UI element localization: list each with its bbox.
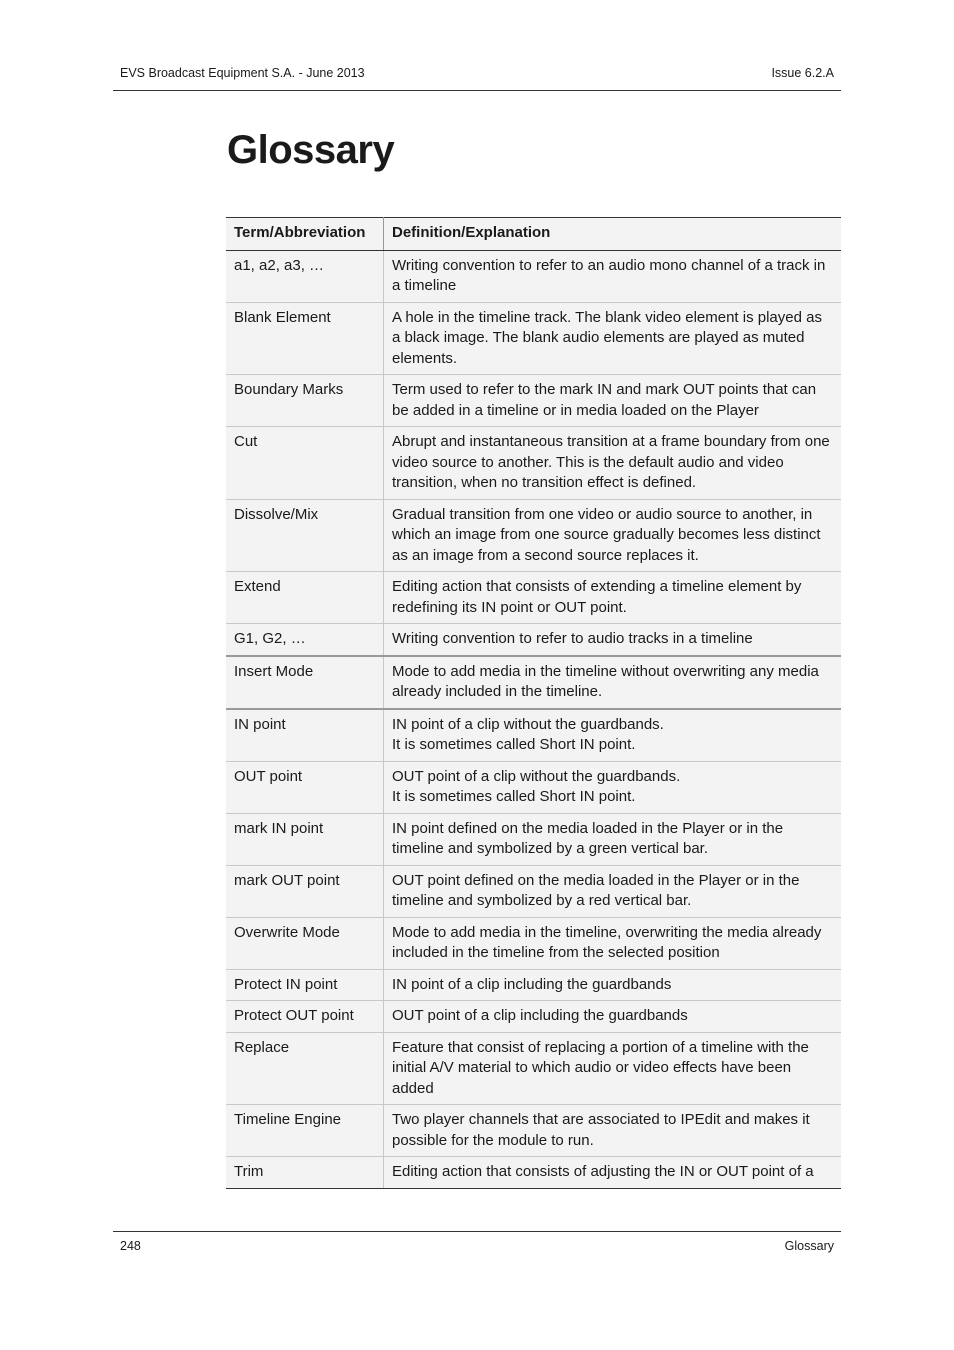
term-cell: Protect IN point xyxy=(226,969,384,1001)
table-row xyxy=(226,813,841,865)
page-header xyxy=(113,64,841,91)
table-row xyxy=(226,1032,841,1105)
definition-cell: Writing convention to refer to audio tracks in a timeline xyxy=(384,624,842,656)
table-row xyxy=(226,499,841,572)
term-cell: IN point xyxy=(226,709,384,762)
term-cell: Replace xyxy=(226,1032,384,1105)
term-cell: Cut xyxy=(226,427,384,500)
table-header-row xyxy=(226,218,841,251)
header-publisher: EVS Broadcast Equipment S.A. - June 2013 xyxy=(120,66,365,80)
table-row xyxy=(226,1001,841,1033)
table-row xyxy=(226,1157,841,1189)
definition-cell: Abrupt and instantaneous transition at a frame boundary from one video source to another. This is the default audio and video transition, when no transition effect is defined. xyxy=(384,427,842,500)
term-cell: Timeline Engine xyxy=(226,1105,384,1157)
term-cell: Dissolve/Mix xyxy=(226,499,384,572)
definition-cell: Feature that consist of replacing a portion of a timeline with the initial A/V material to which audio or video effects have been added xyxy=(384,1032,842,1105)
table-row xyxy=(226,709,841,762)
definition-cell: OUT point of a clip without the guardbands. It is sometimes called Short IN point. xyxy=(384,761,842,813)
term-cell: Boundary Marks xyxy=(226,375,384,427)
term-cell: Insert Mode xyxy=(226,656,384,709)
table-row xyxy=(226,250,841,302)
page-title: Glossary xyxy=(227,128,395,172)
term-cell: Extend xyxy=(226,572,384,624)
term-cell: OUT point xyxy=(226,761,384,813)
term-cell: mark OUT point xyxy=(226,865,384,917)
term-cell: G1, G2, … xyxy=(226,624,384,656)
table-row xyxy=(226,969,841,1001)
definition-cell: A hole in the timeline track. The blank video element is played as a black image. The blank audio elements are played as muted elements. xyxy=(384,302,842,375)
term-cell: Blank Element xyxy=(226,302,384,375)
table-row xyxy=(226,917,841,969)
definition-cell: OUT point defined on the media loaded in the Player or in the timeline and symbolized by a red vertical bar. xyxy=(384,865,842,917)
table-row xyxy=(226,624,841,656)
table-row xyxy=(226,761,841,813)
header-issue: Issue 6.2.A xyxy=(771,66,834,80)
footer-section: Glossary xyxy=(784,1239,834,1253)
table-row xyxy=(226,302,841,375)
table-row xyxy=(226,865,841,917)
page-footer xyxy=(113,1231,841,1258)
definition-cell: Writing convention to refer to an audio mono channel of a track in a timeline xyxy=(384,250,842,302)
definition-cell: Mode to add media in the timeline, overwriting the media already included in the timeline from the selected position xyxy=(384,917,842,969)
table-row xyxy=(226,1105,841,1157)
term-cell: a1, a2, a3, … xyxy=(226,250,384,302)
definition-cell: Editing action that consists of extending a timeline element by redefining its IN point or OUT point. xyxy=(384,572,842,624)
term-cell: mark IN point xyxy=(226,813,384,865)
definition-cell: Mode to add media in the timeline without overwriting any media already included in the timeline. xyxy=(384,656,842,709)
column-header-definition: Definition/Explanation xyxy=(384,218,842,251)
term-cell: Trim xyxy=(226,1157,384,1189)
definition-cell: IN point of a clip including the guardbands xyxy=(384,969,842,1001)
definition-cell: Gradual transition from one video or audio source to another, in which an image from one source gradually becomes less distinct as an image from a second source replaces it. xyxy=(384,499,842,572)
table-row xyxy=(226,572,841,624)
term-cell: Protect OUT point xyxy=(226,1001,384,1033)
definition-cell: Two player channels that are associated to IPEdit and makes it possible for the module to run. xyxy=(384,1105,842,1157)
glossary-table xyxy=(226,217,841,1189)
definition-cell: Term used to refer to the mark IN and mark OUT points that can be added in a timeline or in media loaded on the Player xyxy=(384,375,842,427)
table-row xyxy=(226,656,841,709)
page-number: 248 xyxy=(120,1239,141,1253)
definition-cell: IN point of a clip without the guardbands. It is sometimes called Short IN point. xyxy=(384,709,842,762)
definition-cell: Editing action that consists of adjusting the IN or OUT point of a xyxy=(384,1157,842,1189)
column-header-term: Term/Abbreviation xyxy=(226,218,384,251)
table-row xyxy=(226,427,841,500)
table-row xyxy=(226,375,841,427)
definition-cell: IN point defined on the media loaded in the Player or in the timeline and symbolized by a green vertical bar. xyxy=(384,813,842,865)
term-cell: Overwrite Mode xyxy=(226,917,384,969)
definition-cell: OUT point of a clip including the guardbands xyxy=(384,1001,842,1033)
